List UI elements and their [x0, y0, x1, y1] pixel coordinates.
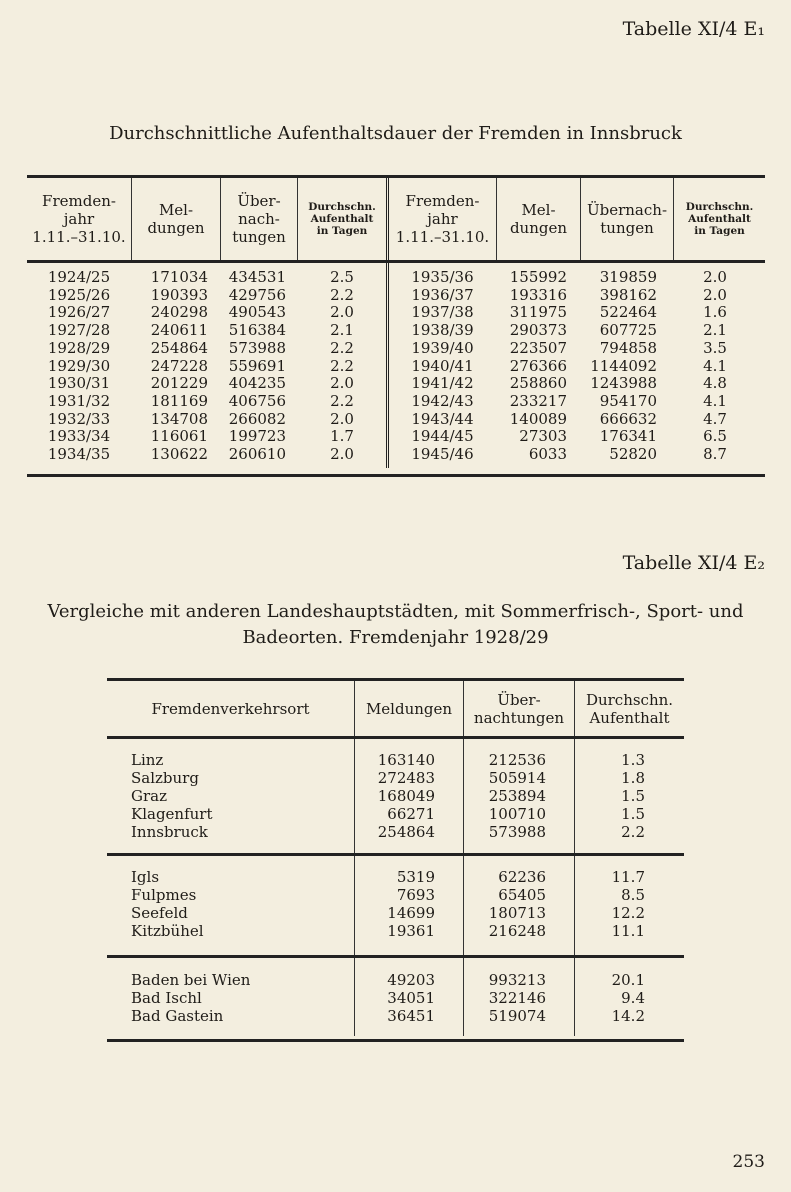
table-cell: 2.2	[330, 356, 354, 375]
table2-label: Tabelle XI/4 E₂	[622, 552, 765, 574]
table-cell: 505914	[488, 769, 546, 787]
table-cell: 4.7	[703, 409, 727, 428]
table-cell: 9.4	[621, 989, 645, 1007]
table-cell: 607725	[599, 321, 657, 340]
table-cell: 1927/28	[47, 321, 111, 340]
header-divider	[27, 260, 765, 263]
table-cell: 1928/29	[47, 338, 111, 357]
table-cell: 406756	[228, 391, 286, 410]
table1	[27, 175, 765, 477]
table-cell: 62236	[498, 868, 546, 886]
table-cell: 2.5	[330, 268, 354, 286]
table-cell: 2.0	[330, 374, 354, 393]
table1-row-right	[27, 303, 765, 320]
table2	[107, 678, 684, 1042]
table-cell: 2.0	[703, 285, 727, 304]
header-uebernachtungen-right: Übernach- tungen	[586, 201, 668, 237]
header-meldungen: Meldungen	[365, 700, 453, 718]
table1-row-right	[27, 357, 765, 374]
place-name: Igls	[131, 868, 160, 886]
table1-row-right	[27, 427, 765, 444]
table-cell: 130622	[150, 445, 208, 463]
table-cell: 34051	[387, 989, 435, 1007]
table-cell: 1.5	[621, 787, 645, 805]
table-cell: 240298	[150, 303, 208, 322]
table1-row-right	[27, 445, 765, 462]
table-cell: 163140	[377, 751, 435, 769]
table-cell: 190393	[150, 285, 208, 304]
table-cell: 4.8	[703, 374, 727, 393]
table-cell: 1.6	[703, 303, 727, 322]
table-cell: 1.3	[621, 751, 645, 769]
table-cell: 36451	[387, 1007, 435, 1025]
table-cell: 12.2	[611, 904, 645, 922]
table2-row	[107, 989, 684, 1006]
table-cell: 8.5	[621, 886, 645, 904]
table-cell: 260610	[228, 445, 286, 463]
header-uebernachtungen: Über- nachtungen	[473, 691, 565, 727]
table-cell: 223507	[509, 338, 567, 357]
table-cell: 116061	[150, 427, 208, 446]
table-cell: 1940/41	[411, 356, 474, 375]
page-number: 253	[732, 1152, 765, 1172]
table2-row	[107, 769, 684, 786]
table-cell: 233217	[509, 391, 567, 410]
table-cell: 559691	[228, 356, 286, 375]
table-cell: 171034	[150, 268, 208, 286]
table-cell: 1932/33	[47, 409, 111, 428]
table-cell: 1.5	[621, 805, 645, 823]
table-cell: 5319	[396, 868, 435, 886]
table-cell: 240611	[150, 321, 208, 340]
table1-row-right	[27, 268, 765, 285]
table-cell: 404235	[228, 374, 286, 393]
table-cell: 398162	[599, 285, 657, 304]
table-cell: 2.0	[330, 445, 354, 463]
table-cell: 253894	[488, 787, 546, 805]
table-cell: 2.2	[330, 391, 354, 410]
table-cell: 3.5	[703, 338, 727, 357]
table-cell: 1.7	[330, 427, 354, 446]
place-name: Baden bei Wien	[131, 971, 251, 989]
table-cell: 1941/42	[411, 374, 474, 393]
table2-title-line1: Vergleiche mit anderen Landeshauptstädten, mit Sommerfrisch-, Sport- und	[47, 601, 744, 622]
table1-label: Tabelle XI/4 E₁	[622, 18, 765, 40]
table2-row	[107, 823, 684, 840]
table1-row-right	[27, 392, 765, 409]
table-cell: 522464	[599, 303, 657, 322]
table-cell: 2.2	[330, 338, 354, 357]
table-cell: 954170	[599, 391, 657, 410]
table-cell: 666632	[599, 409, 657, 428]
table-cell: 1926/27	[47, 303, 111, 322]
table-cell: 1934/35	[47, 445, 111, 463]
table-cell: 14699	[387, 904, 435, 922]
table-cell: 1937/38	[411, 303, 474, 322]
table-cell: 66271	[387, 805, 435, 823]
table-cell: 199723	[228, 427, 286, 446]
table-cell: 7693	[396, 886, 435, 904]
table2-row	[107, 868, 684, 885]
table-cell: 180713	[488, 904, 546, 922]
table-cell: 8.7	[703, 445, 727, 463]
header-year-right: Fremden- jahr 1.11.–31.10.	[395, 192, 490, 246]
table-cell: 1930/31	[47, 374, 111, 393]
table-cell: 201229	[150, 374, 208, 393]
table2-row	[107, 904, 684, 921]
table-cell: 181169	[150, 391, 208, 410]
table-cell: 573988	[228, 338, 286, 357]
table-cell: 1924/25	[47, 268, 111, 286]
table-cell: 258860	[509, 374, 567, 393]
place-name: Linz	[131, 751, 164, 769]
table-cell: 993213	[488, 971, 546, 989]
table2-title-line2: Badeorten. Fremdenjahr 1928/29	[242, 627, 549, 648]
table1-row-right	[27, 410, 765, 427]
table-cell: 11.1	[611, 922, 645, 940]
table-cell: 6033	[528, 445, 567, 463]
place-name: Graz	[131, 787, 167, 805]
table1-row-right	[27, 339, 765, 356]
table-cell: 52820	[609, 445, 657, 463]
table-cell: 1931/32	[47, 391, 111, 410]
table-cell: 65405	[498, 886, 546, 904]
table-cell: 1243988	[590, 374, 657, 393]
table-cell: 1945/46	[411, 445, 474, 463]
table-cell: 1935/36	[411, 268, 474, 286]
table-cell: 155992	[509, 268, 567, 286]
table-cell: 254864	[150, 338, 208, 357]
table-cell: 49203	[387, 971, 435, 989]
header-durchschnitt: Durchschn. Aufenthalt	[585, 691, 674, 727]
table2-row	[107, 1007, 684, 1024]
table-cell: 1938/39	[411, 321, 474, 340]
table-cell: 216248	[488, 922, 546, 940]
header-meldungen: Mel- dungen	[147, 201, 205, 237]
table-cell: 6.5	[703, 427, 727, 446]
table2-row	[107, 971, 684, 988]
table-cell: 2.0	[703, 268, 727, 286]
table-cell: 290373	[509, 321, 567, 340]
table1-title: Durchschnittliche Aufenthaltsdauer der Fremden in Innsbruck	[109, 123, 682, 144]
table-cell: 134708	[150, 409, 208, 428]
table-cell: 254864	[377, 823, 435, 841]
table-cell: 2.0	[330, 409, 354, 428]
table2-row	[107, 805, 684, 822]
table-cell: 20.1	[611, 971, 645, 989]
table-cell: 1944/45	[411, 427, 474, 446]
table-cell: 1942/43	[411, 391, 474, 410]
table-cell: 11.7	[611, 868, 645, 886]
table-cell: 794858	[599, 338, 657, 357]
table-cell: 2.2	[621, 823, 645, 841]
table2-row	[107, 922, 684, 939]
place-name: Kitzbühel	[131, 922, 204, 940]
table-cell: 272483	[377, 769, 435, 787]
table-cell: 276366	[509, 356, 567, 375]
table-cell: 1933/34	[47, 427, 111, 446]
table-cell: 193316	[509, 285, 567, 304]
table2-row	[107, 886, 684, 903]
header-durchschnitt-right: Durchschn. Aufenthalt in Tagen	[685, 201, 754, 237]
table-cell: 212536	[488, 751, 546, 769]
table-cell: 2.2	[330, 285, 354, 304]
place-name: Innsbruck	[131, 823, 208, 841]
place-name: Klagenfurt	[131, 805, 213, 823]
table-cell: 1.8	[621, 769, 645, 787]
table-cell: 519074	[488, 1007, 546, 1025]
header-meldungen-right: Mel- dungen	[509, 201, 568, 237]
header-uebernachtungen: Über- nach- tungen	[232, 192, 286, 246]
table-cell: 19361	[387, 922, 435, 940]
table-cell: 311975	[509, 303, 567, 322]
table-cell: 1939/40	[411, 338, 474, 357]
table-cell: 1943/44	[411, 409, 474, 428]
place-name: Bad Gastein	[131, 1007, 224, 1025]
table-cell: 1925/26	[47, 285, 111, 304]
table-cell: 247228	[150, 356, 208, 375]
table-cell: 140089	[509, 409, 567, 428]
table-cell: 27303	[519, 427, 567, 446]
table-cell: 516384	[228, 321, 286, 340]
table-cell: 4.1	[703, 391, 727, 410]
place-name: Fulpmes	[131, 886, 197, 904]
table-cell: 429756	[228, 285, 286, 304]
table-cell: 490543	[228, 303, 286, 322]
table-cell: 573988	[488, 823, 546, 841]
table-cell: 2.1	[330, 321, 354, 340]
table-cell: 1936/37	[411, 285, 474, 304]
table-cell: 319859	[599, 268, 657, 286]
table-cell: 1144092	[590, 356, 657, 375]
table-cell: 1929/30	[47, 356, 111, 375]
table1-row-right	[27, 374, 765, 391]
table-cell: 100710	[488, 805, 546, 823]
table-cell: 14.2	[611, 1007, 645, 1025]
table-cell: 176341	[599, 427, 657, 446]
table2-row	[107, 751, 684, 768]
header-year: Fremden- jahr 1.11.–31.10.	[32, 192, 126, 246]
table2-row	[107, 787, 684, 804]
table1-row-right	[27, 286, 765, 303]
header-durchschnitt: Durchschn. Aufenthalt in Tagen	[308, 201, 376, 237]
place-name: Bad Ischl	[131, 989, 202, 1007]
table-cell: 266082	[228, 409, 286, 428]
table1-row-right	[27, 321, 765, 338]
table-cell: 322146	[488, 989, 546, 1007]
group-divider	[107, 955, 684, 958]
table-cell: 434531	[228, 268, 286, 286]
table-cell: 2.0	[330, 303, 354, 322]
table-cell: 168049	[377, 787, 435, 805]
group-divider	[107, 853, 684, 856]
place-name: Salzburg	[131, 769, 199, 787]
table-cell: 4.1	[703, 356, 727, 375]
table-cell: 2.1	[703, 321, 727, 340]
header-ort: Fremdenverkehrsort	[151, 700, 310, 718]
place-name: Seefeld	[131, 904, 188, 922]
